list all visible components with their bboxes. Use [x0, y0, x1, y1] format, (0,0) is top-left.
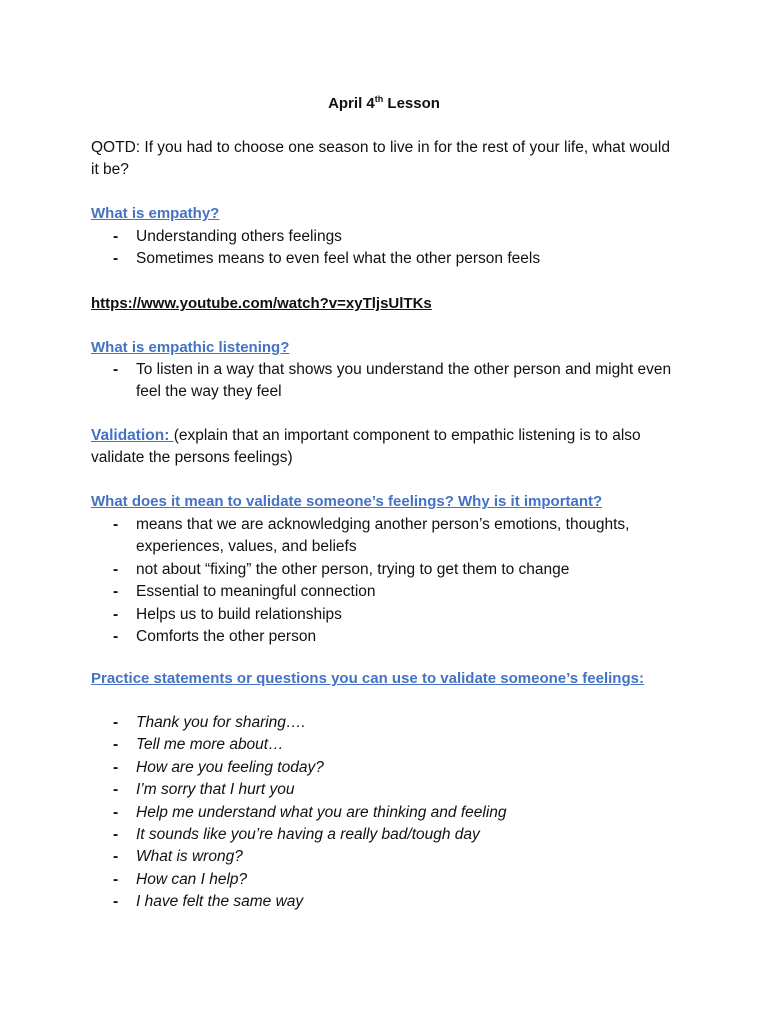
validate-feelings-heading: What does it mean to validate someone’s feelings? Why is it important?: [91, 493, 603, 510]
validation-paragraph: [91, 425, 681, 470]
validation-text: (explain that an important component to empathic listening is to also validate the persons feelings): [91, 427, 641, 467]
empathy-list: [91, 226, 681, 271]
list-item: - Comforts the other person: [91, 626, 681, 648]
list-item: - Essential to meaningful connection: [91, 581, 681, 603]
list-item: - How are you feeling today?: [91, 757, 681, 779]
list-item: - Sometimes means to even feel what the other person feels: [91, 248, 681, 270]
validation-heading: Validation:: [91, 427, 174, 444]
validate-feelings-list: [91, 514, 681, 648]
title-suffix: Lesson: [383, 95, 440, 112]
list-item: - Helps us to build relationships: [91, 604, 681, 626]
title-superscript: th: [374, 94, 384, 104]
list-item: - I’m sorry that I hurt you: [91, 779, 681, 801]
empathic-listening-list: [91, 359, 681, 404]
practice-statements-list: [91, 712, 681, 914]
empathy-heading: What is empathy?: [91, 205, 220, 222]
list-item: - Help me understand what you are thinking and feeling: [91, 802, 681, 824]
list-item: - It sounds like you’re having a really bad/tough day: [91, 824, 681, 846]
list-item: - To listen in a way that shows you understand the other person and might even feel the way they feel: [91, 359, 681, 404]
list-item: - I have felt the same way: [91, 891, 681, 913]
list-item: - Thank you for sharing….: [91, 712, 681, 734]
list-item: - not about “fixing” the other person, trying to get them to change: [91, 559, 681, 581]
list-item: - means that we are acknowledging another person’s emotions, thoughts, experiences, values, and beliefs: [91, 514, 681, 559]
list-item: - What is wrong?: [91, 846, 681, 868]
page-title: [0, 94, 768, 112]
title-text: April 4: [328, 95, 375, 112]
list-item: - Tell me more about…: [91, 734, 681, 756]
qotd-paragraph: QOTD: If you had to choose one season to live in for the rest of your life, what would it be?: [91, 139, 670, 179]
practice-statements-heading: Practice statements or questions you can use to validate someone’s feelings:: [91, 670, 644, 687]
youtube-link[interactable]: https://www.youtube.com/watch?v=xyTljsUlTKs: [91, 295, 432, 312]
list-item: - Understanding others feelings: [91, 226, 681, 248]
list-item: - How can I help?: [91, 869, 681, 891]
empathic-listening-heading: What is empathic listening?: [91, 339, 290, 356]
